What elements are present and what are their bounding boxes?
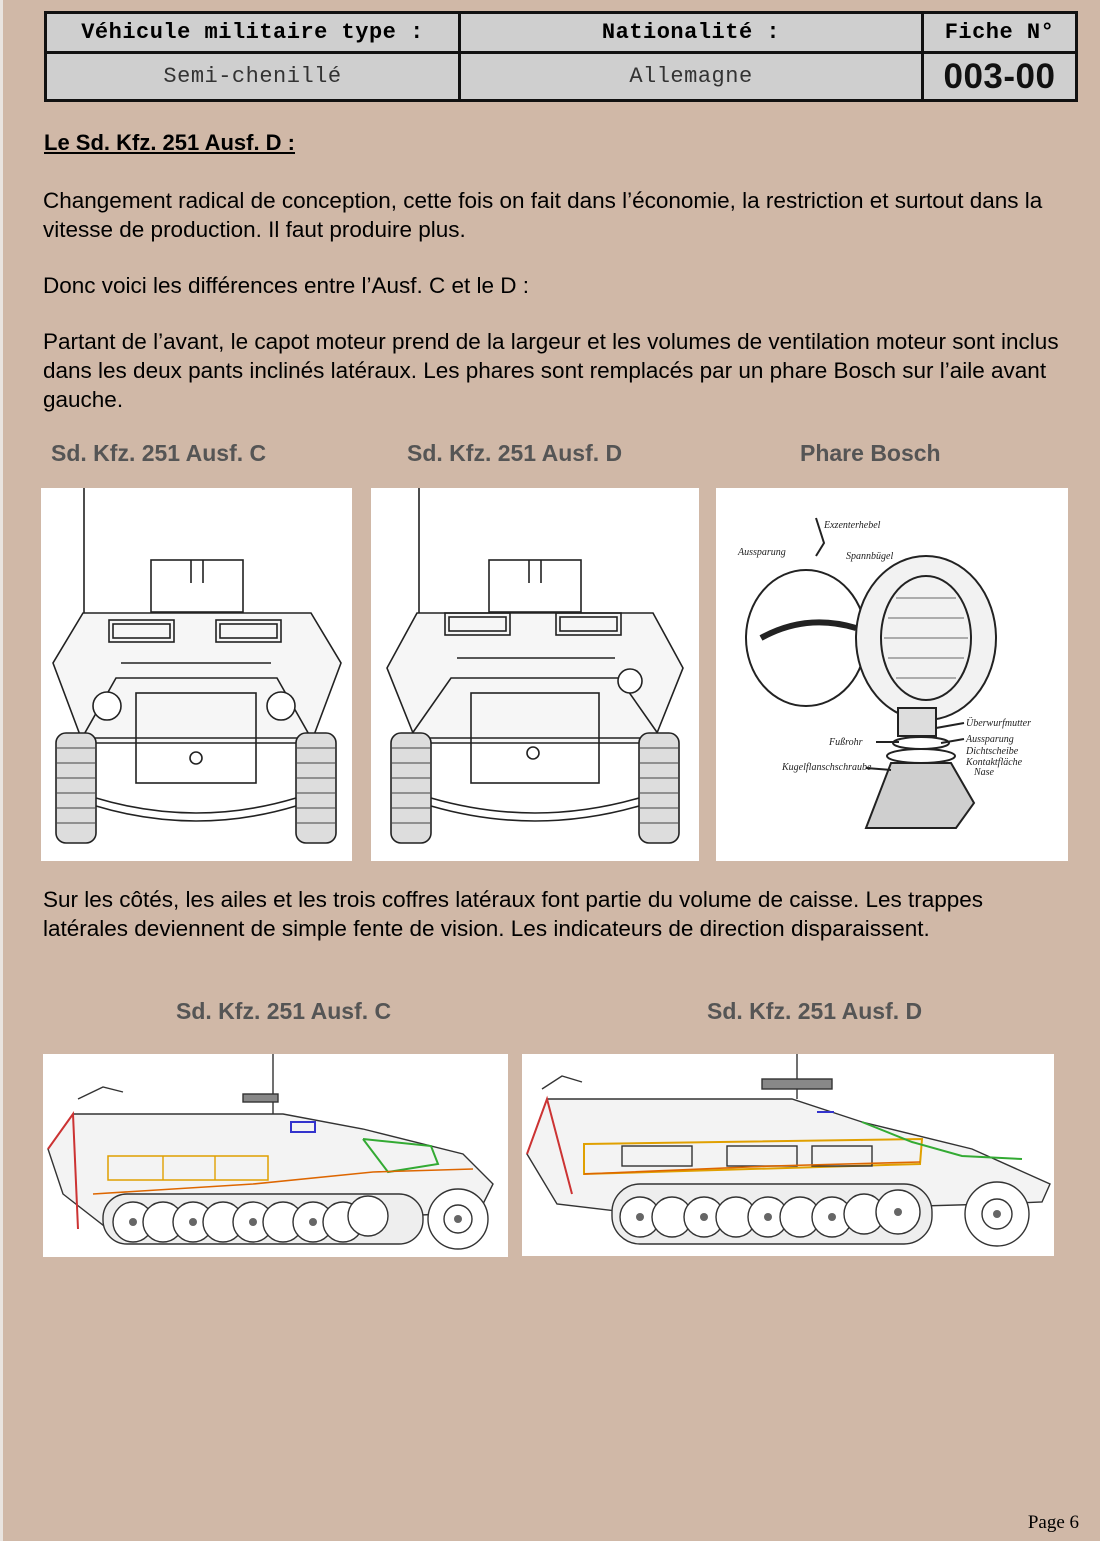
side-view-ausf-c-drawing bbox=[43, 1054, 508, 1257]
label-nase: Nase bbox=[974, 767, 994, 778]
label-aussparung-top: Aussparung bbox=[738, 547, 786, 558]
nationality-label: Nationalité : bbox=[460, 13, 923, 53]
type-value: Semi-chenillé bbox=[46, 53, 460, 101]
caption-side-c: Sd. Kfz. 251 Ausf. C bbox=[176, 998, 392, 1024]
paragraph-2: Donc voici les différences entre l’Ausf. C et le D : bbox=[43, 273, 530, 298]
header-table bbox=[44, 11, 1078, 102]
caption-side-d: Sd. Kfz. 251 Ausf. D bbox=[707, 998, 923, 1024]
side-view-ausf-d-drawing bbox=[522, 1054, 1054, 1256]
front-view-ausf-d-drawing bbox=[371, 488, 699, 861]
caption-bosch: Phare Bosch bbox=[800, 440, 941, 466]
caption-front-d: Sd. Kfz. 251 Ausf. D bbox=[407, 440, 623, 466]
section-title: Le Sd. Kfz. 251 Ausf. D : bbox=[44, 130, 296, 155]
label-dichtscheibe: Dichtscheibe bbox=[966, 746, 1019, 757]
page-number: Page 6 bbox=[1027, 1512, 1079, 1533]
fiche-number: 003-00 bbox=[923, 53, 1077, 101]
bosch-headlight-drawing bbox=[716, 488, 1068, 861]
label-fussrohr: Fußrohr bbox=[829, 737, 863, 748]
fiche-label: Fiche N° bbox=[923, 13, 1077, 53]
type-label: Véhicule militaire type : bbox=[46, 13, 460, 53]
label-kugelflanschschraube: Kugelflanschschraube bbox=[782, 762, 872, 773]
paragraph-3: Partant de l’avant, le capot moteur prend de la largeur et les volumes de ventilation moteur sont inclus dans les deux pants inclinés latéraux. Les phares sont remplacés par un phare Bosch sur l’aile avant gauche. bbox=[43, 329, 1059, 412]
label-aussparung-bottom: Aussparung bbox=[966, 734, 1014, 745]
paragraph-1: Changement radical de conception, cette fois on fait dans l’économie, la restriction et surtout dans la vitesse de production. Il faut produire plus. bbox=[43, 188, 1043, 242]
paragraph-4: Sur les côtés, les ailes et les trois coffres latéraux font partie du volume de caisse. Les trappes latérales deviennent de simple fente de vision. Les indicateurs de direction disparaissent. bbox=[43, 887, 984, 941]
page-edge bbox=[0, 0, 3, 1541]
label-kontaktflache: Kontaktfläche bbox=[966, 757, 1023, 768]
label-exzenterhebel: Exzenterhebel bbox=[824, 520, 881, 531]
label-spannbugel: Spannbügel bbox=[846, 551, 894, 562]
front-view-ausf-c-drawing bbox=[41, 488, 352, 861]
nationality-value: Allemagne bbox=[460, 53, 923, 101]
caption-front-c: Sd. Kfz. 251 Ausf. C bbox=[51, 440, 267, 466]
label-uberwurfmutter: Überwurfmutter bbox=[966, 718, 1031, 729]
